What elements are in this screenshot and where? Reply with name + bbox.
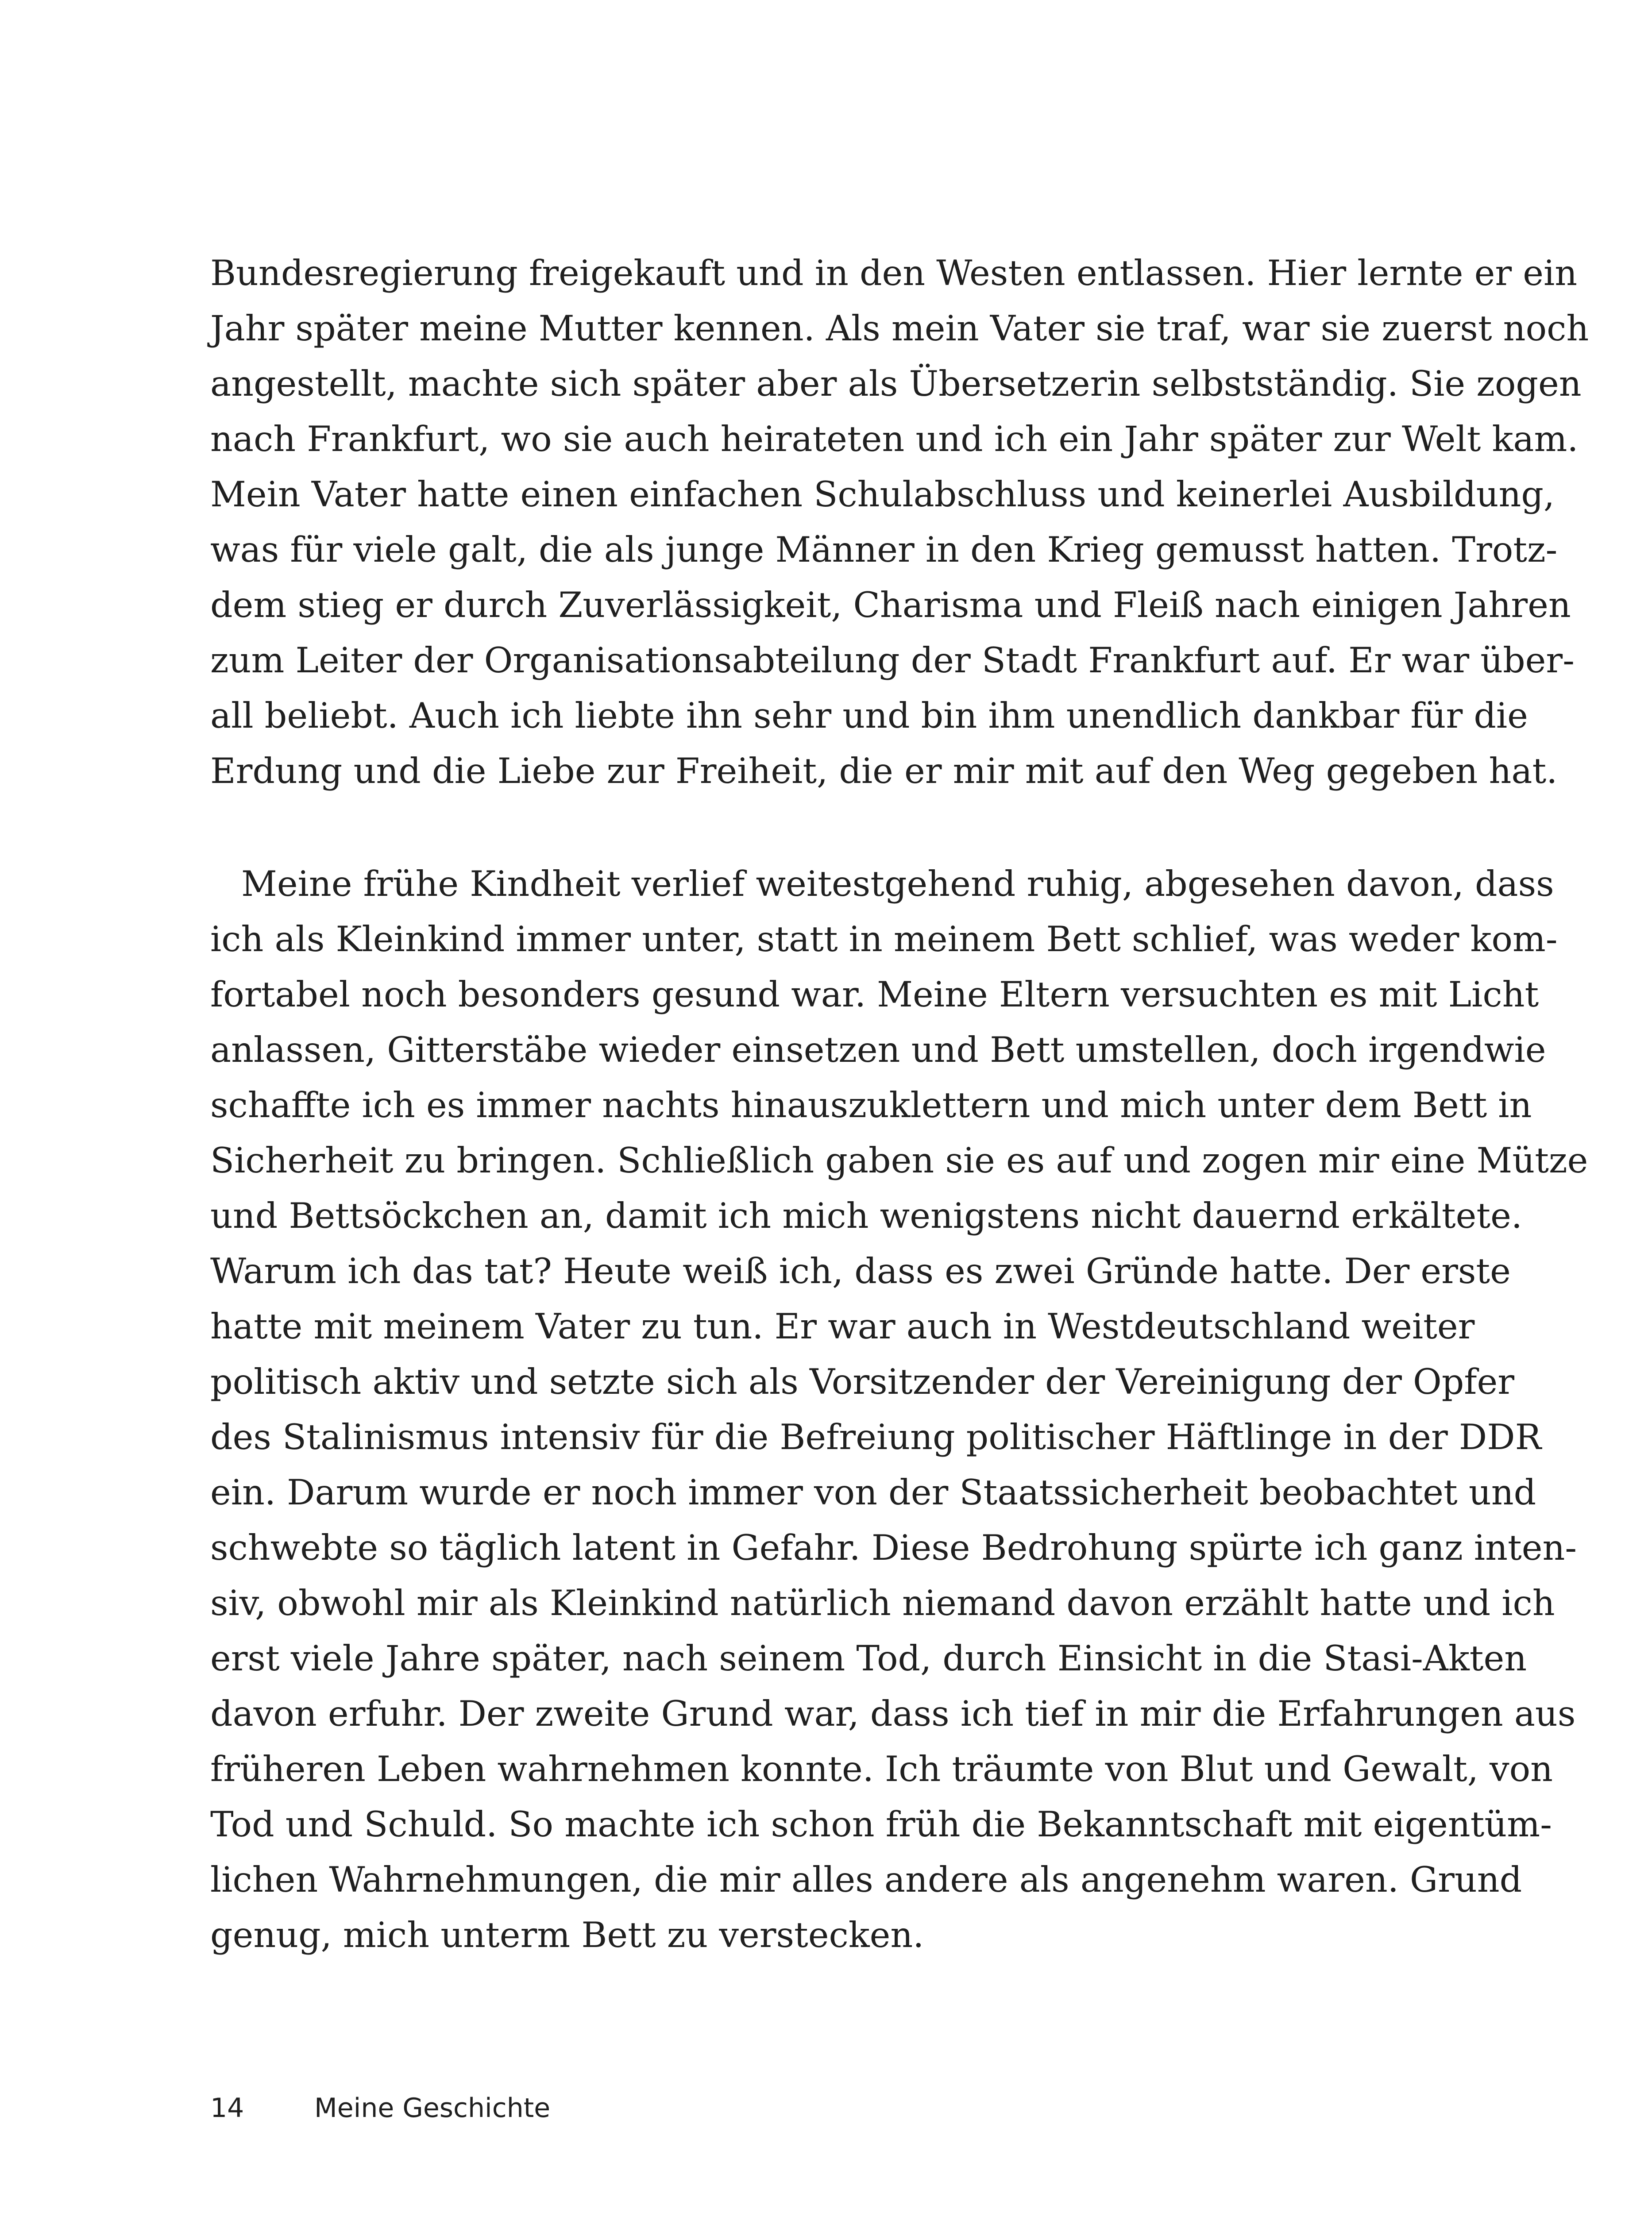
running-title: Meine Geschichte <box>314 2093 551 2124</box>
text-line: nach Frankfurt, wo sie auch heirateten und ich ein Jahr später zur Welt kam. <box>210 419 1579 459</box>
text-line: politisch aktiv und setzte sich als Vorsitzender der Vereinigung der Opfer <box>210 1361 1515 1402</box>
text-line: Meine frühe Kindheit verlief weitestgehend ruhig, abgesehen davon, dass <box>241 864 1554 904</box>
text-line: früheren Leben wahrnehmen konnte. Ich träumte von Blut und Gewalt, von <box>210 1749 1553 1789</box>
text-line: all beliebt. Auch ich liebte ihn sehr und bin ihm unendlich dankbar für die <box>210 695 1528 736</box>
page-number: 14 <box>210 2093 244 2124</box>
text-line: siv, obwohl mir als Kleinkind natürlich niemand davon erzählt hatte und ich <box>210 1583 1555 1623</box>
text-line: fortabel noch besonders gesund war. Meine Eltern versuchten es mit Licht <box>210 974 1539 1015</box>
page-footer <box>210 2088 550 2128</box>
text-line: davon erfuhr. Der zweite Grund war, dass ich tief in mir die Erfahrungen aus <box>210 1693 1576 1734</box>
text-line: zum Leiter der Organisationsabteilung der Stadt Frankfurt auf. Er war über- <box>210 640 1575 681</box>
text-line: Mein Vater hatte einen einfachen Schulabschluss und keinerlei Ausbildung, <box>210 474 1555 515</box>
text-line: anlassen, Gitterstäbe wieder einsetzen und Bett umstellen, doch irgendwie <box>210 1029 1546 1070</box>
paragraph-1 <box>210 246 1589 799</box>
text-line: des Stalinismus intensiv für die Befreiung politischer Häftlinge in der DDR <box>210 1417 1542 1457</box>
text-line: was für viele galt, die als junge Männer in den Krieg gemusst hatten. Trotz- <box>210 529 1558 570</box>
text-line: genug, mich unterm Bett zu verstecken. <box>210 1915 924 1955</box>
text-line: lichen Wahrnehmungen, die mir alles andere als angenehm waren. Grund <box>210 1859 1522 1900</box>
text-line: schaffte ich es immer nachts hinauszuklettern und mich unter dem Bett in <box>210 1085 1532 1126</box>
text-line: Bundesregierung freigekauft und in den Westen entlassen. Hier lernte er ein <box>210 253 1578 293</box>
text-line: ich als Kleinkind immer unter, statt in meinem Bett schlief, was weder kom- <box>210 919 1558 960</box>
paragraph-2 <box>210 856 1588 1963</box>
text-line: Sicherheit zu bringen. Schließlich gaben sie es auf und zogen mir eine Mütze <box>210 1140 1588 1181</box>
text-line: schwebte so täglich latent in Gefahr. Diese Bedrohung spürte ich ganz inten- <box>210 1527 1577 1568</box>
text-line: angestellt, machte sich später aber als Übersetzerin selbstständig. Sie zogen <box>210 363 1582 404</box>
text-line: Tod und Schuld. So machte ich schon früh die Bekanntschaft mit eigentüm- <box>210 1804 1552 1845</box>
text-line: erst viele Jahre später, nach seinem Tod, durch Einsicht in die Stasi-Akten <box>210 1638 1527 1679</box>
text-line: Jahr später meine Mutter kennen. Als mein Vater sie traf, war sie zuerst noch <box>210 308 1589 349</box>
text-line: Erdung und die Liebe zur Freiheit, die er mir mit auf den Weg gegeben hat. <box>210 751 1558 791</box>
text-line: hatte mit meinem Vater zu tun. Er war auch in Westdeutschland weiter <box>210 1306 1475 1347</box>
text-line: Warum ich das tat? Heute weiß ich, dass es zwei Gründe hatte. Der erste <box>210 1251 1511 1292</box>
text-line: dem stieg er durch Zuverlässigkeit, Charisma und Fleiß nach einigen Jahren <box>210 585 1571 625</box>
text-line: und Bettsöckchen an, damit ich mich wenigstens nicht dauernd erkältete. <box>210 1195 1522 1236</box>
text-line: ein. Darum wurde er noch immer von der Staatssicherheit beobachtet und <box>210 1472 1536 1513</box>
